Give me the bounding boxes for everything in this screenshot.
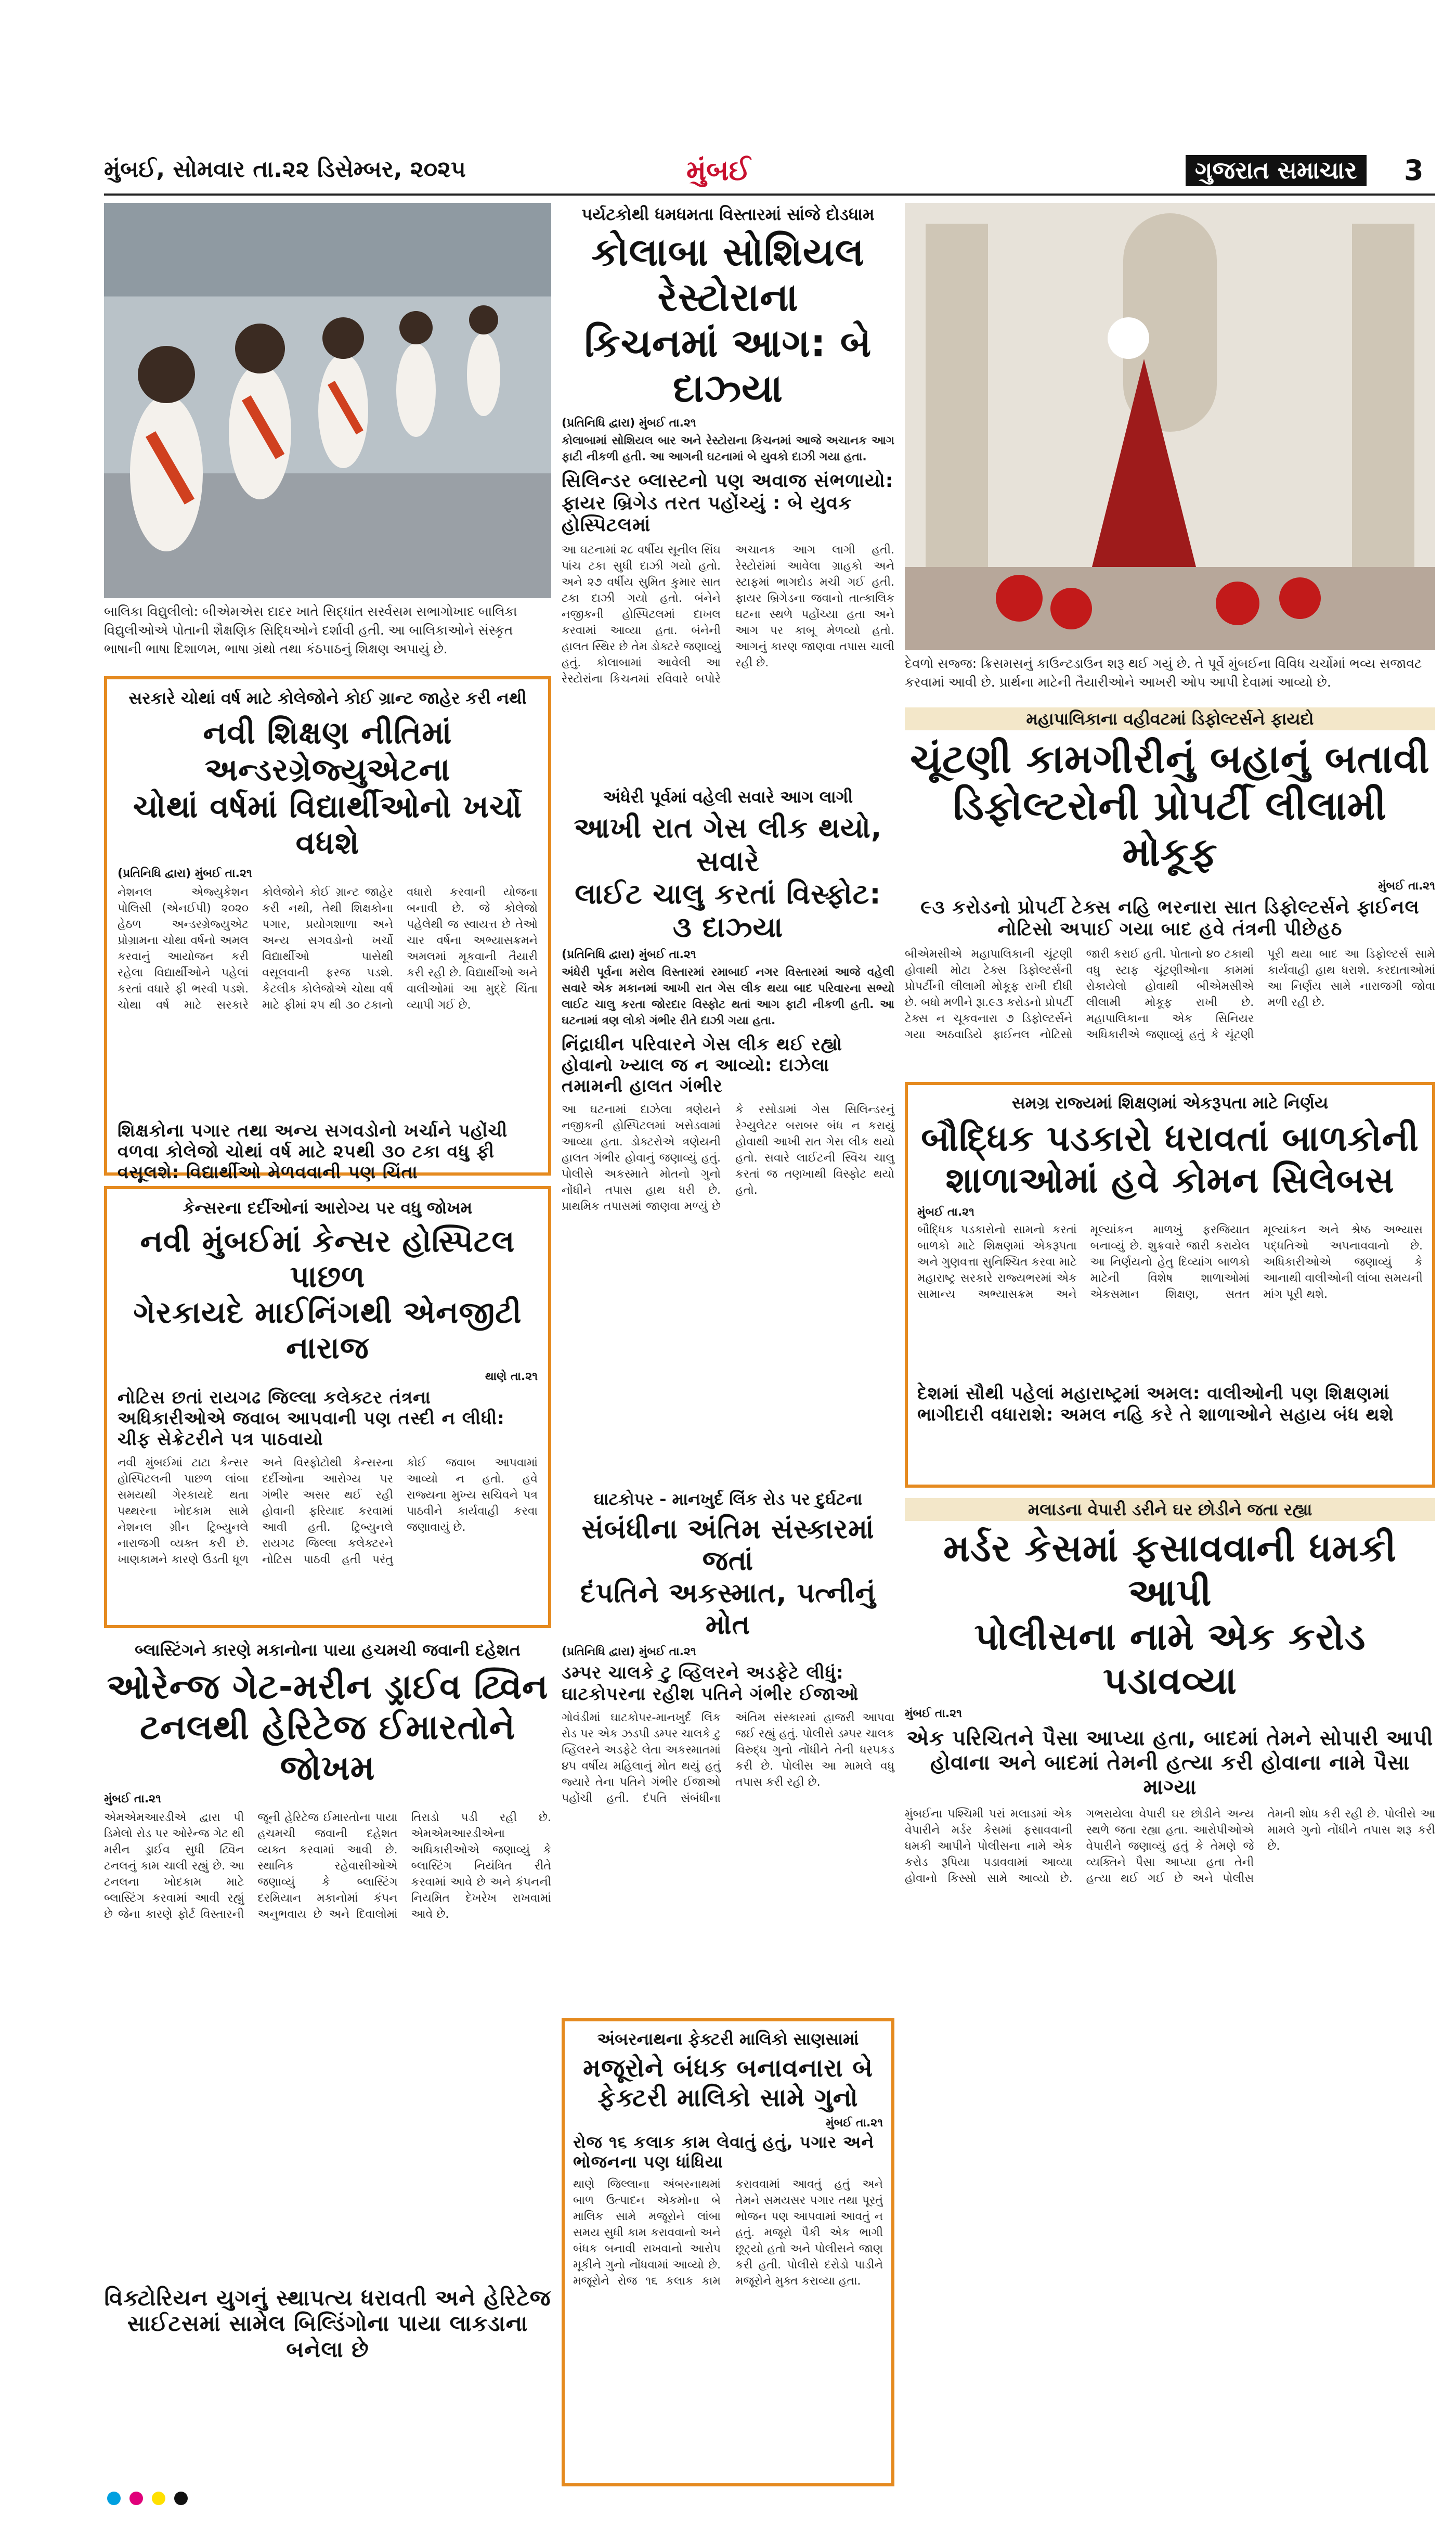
auction-subhead: ૯૩ કરોડનો પ્રોપર્ટી ટેક્સ નહિ ભરનારા સાત ડિફોલ્ટર્સને ફાઈનલ નોટિસો અપાઈ ગયા બાદ હવે તંત્રની પીછેહઠ	[920, 897, 1420, 940]
andheri-subhead: નિંદ્રાધીન પરિવારને ગેસ લીક થઈ રહ્યો હોવાનો ખ્યાલ જ ન આવ્યો: દાઝેલા તમામની હાલત ગંભીર	[562, 1034, 843, 1097]
story-ambernath	[562, 2018, 894, 2486]
andheri-kicker: અંધેરી પૂર્વમાં વહેલી સવારે આગ લાગી	[603, 787, 853, 807]
malad-headline-2: પોલીસના નામે એક કરોડ પડાવવ્યા	[974, 1614, 1366, 1702]
page-number: 3	[1404, 154, 1424, 187]
ghatkopar-headline-1: સંબંધીના અંતિમ સંસ્કારમાં જતાં	[581, 1514, 875, 1577]
andheri-lead: અંધેરી પૂર્વના મરોલ વિસ્તારમાં રમાબાઈ નગર વિસ્તારમાં આજે વહેલી સવારે એક મકાનમાં આખી રાત ગેસ લીક થયા બાદ પરિવારના સભ્યો લાઈટ ચાલુ કરતા જોરદાર વિસ્ફોટ થતાં આગ ફાટી નીકળી હતી. આ ઘટનામાં ત્રણ લોકો ગંભીર રીતે દાઝી ગયા હતા.	[562, 965, 894, 1027]
ambernath-byline: મુંબઈ તા.૨૧	[826, 2117, 883, 2130]
auction-headline-2: ડિફોલ્ટરોની પ્રોપર્ટી લીલામી મોકૂફ	[953, 782, 1387, 875]
syllabus-byline: મુંબઈ તા.૨૧	[917, 1206, 974, 1219]
photo-church-illustration	[905, 203, 1435, 650]
ambernath-headline-1: મજૂરોને બંધક બનાવનારા બે	[583, 2054, 873, 2083]
story-ghatkopar	[562, 1488, 894, 2008]
andheri-body: આ ઘટનામાં દાઝેલા ત્રણેયને નજીકની હોસ્પિટલમાં ખસેડવામાં આવ્યા હતા. ડોક્ટરોએ ત્રણેયની હાલત ગંભીર હોવાનું જણાવ્યું હતું. પોલીસે અકસ્માતે મોતનો ગુનો નોંધીને તપાસ હાથ ધરી છે. પ્રાથમિક તપાસમાં જાણવા મળ્યું છે કે રસોડામાં ગેસ સિલિન્ડરનું રેગ્યુલેટર બરાબર બંધ ન કરાયું હોવાથી આખી રાત ગેસ લીક થયો હતો. સવારે લાઈટની સ્વિચ ચાલુ કરતાં જ તણખાથી વિસ્ફોટ થયો હતો.	[562, 1103, 894, 1214]
cancer-kicker: કેન્સરના દર્દીઓનાં આરોગ્ય પર વધુ જોખમ	[183, 1198, 473, 1218]
cancer-byline: થાણે તા.૨૧	[485, 1370, 538, 1383]
story-malad	[905, 1498, 1435, 2486]
colleges-kicker: સરકારે ચોથાં વર્ષ માટે કોલેજોને કોઈ ગ્રાન્ટ જાહેર કરી નથી	[128, 688, 527, 708]
cyan-swatch-icon	[107, 2492, 121, 2505]
malad-subhead: એક પરિચિતને પૈસા આપ્યા હતા, બાદમાં તેમને સોપારી આપી હોવાના અને બાદમાં તેમની હત્યા કરી હોવાના નામે પૈસા માગ્યા	[906, 1726, 1434, 1800]
auction-body: બીએમસીએ મહાપાલિકાની ચૂંટણી હોવાથી મોટા ટેક્સ ડિફોલ્ટર્સની પ્રોપર્ટીની લીલામી મોકૂફ રાખી દીધી છે. બધો મળીને રૂા.૯૩ કરોડનો પ્રોપર્ટી ટેક્સ ન ચૂકવનારા ૭ ડિફોલ્ટર્સને ગયા અઠવાડિયે ફાઈનલ નોટિસો જારી કરાઈ હતી. પોતાનો ૪૦ ટકાથી વધુ સ્ટાફ ચૂંટણીઓના કામમાં રોકાયેલો હોવાથી બીએમસીએ લીલામી મોકૂફ રાખી છે. મહાપાલિકાના એક સિનિયર અધિકારીએ જણાવ્યું હતું કે ચૂંટણી પૂરી થયા બાદ આ ડિફોલ્ટર્સ સામે કાર્યવાહી હાથ ધરાશે. કરદાતાઓમાં આ નિર્ણય સામે નારાજગી જોવા મળી રહી છે.	[905, 947, 1435, 1041]
colleges-footer: શિક્ષકોના પગાર તથા અન્ય સગવડોનો ખર્ચાને પહોંચી વળવા કોલેજો ચોથાં વર્ષ માટે ૨૫થી ૩૦ ટકા વધુ ફી વસૂલશે: વિદ્યાર્થીઓ મેળવવાની પણ ચિંતા	[118, 1120, 508, 1183]
photo-girls-caption: બાલિકા વિદ્યુલીલો: બીએમએસ દાદર ખાતે સિદ્ધાંત સર્સ્વસમ સભાગોખાદ બાલિકા વિદ્યુલીઓએ પોતાની શૈક્ષણિક સિદ્ધિઓને દર્શાવી હતી. આ બાલિકાઓને સંસ્કૃત ભાષાની ભાષા દિશાળમ, ભાષા ગ્રંથો તથા કંઠપાઠનું શિક્ષણ અપાયું છે.	[104, 604, 517, 656]
photo-church-caption: દેવળો સજ્જ: ક્રિસમસનું કાઉન્ટડાઉન શરૂ થઈ ગયું છે. તે પૂર્વે મુંબઈના વિવિધ ચર્ચોમાં ભવ્ય સજાવટ કરવામાં આવી છે. પ્રાર્થના માટેની તૈયારીઓને આખરી ઓપ આપી દેવામાં આવ્યો છે.	[905, 656, 1422, 690]
story-orange-gate	[104, 1639, 551, 2492]
ghatkopar-headline-2: દંપતિને અકસ્માત, પત્નીનું મોત	[580, 1577, 876, 1641]
ghatkopar-kicker: ઘાટકોપર - માનખુર્દ લિંક રોડ પર દુર્ઘટના	[593, 1489, 863, 1509]
orange-gate-byline: મુંબઈ તા.૨૧	[104, 1792, 161, 1805]
auction-byline: મુંબઈ તા.૨૧	[1378, 880, 1435, 893]
story-syllabus	[905, 1082, 1435, 1488]
malad-kicker: મલાડના વેપારી ડરીને ઘર છોડીને જતા રહ્યા	[905, 1498, 1435, 1521]
kolaba-byline: (પ્રતિનિધિ દ્વારા) મુંબઈ તા.૨૧	[562, 417, 696, 430]
orange-gate-headline-1: ઓરેન્જ ગેટ-મરીન ડ્રાઈવ ટ્વિન	[107, 1667, 549, 1707]
masthead-rule	[104, 194, 1435, 196]
date-line: મુંબઈ, સોમવાર તા.૨૨ ડિસેમ્બર, ૨૦૨૫	[104, 156, 466, 183]
photo-girls-illustration	[104, 203, 551, 598]
masthead	[0, 0, 1456, 198]
cancer-subhead: નોટિસ છતાં રાયગઢ જિલ્લા કલેક્ટર તંત્રના અધિકારીઓએ જવાબ આપવાની પણ તસ્દી ન લીધી: ચીફ સેક્રેટરીને પત્ર પાઠવાયો	[118, 1387, 505, 1450]
kolaba-subhead: સિલિન્ડર બ્લાસ્ટનો પણ અવાજ સંભળાયો: ફાયર બ્રિગેડ તરત પહોંચ્યું : બે યુવક હોસ્પિટલમાં	[562, 470, 894, 536]
malad-byline: મુંબઈ તા.૨૧	[905, 1707, 962, 1720]
malad-body: મુંબઈના પશ્ચિમી પરાં મલાડમાં એક વેપારીને મર્ડર કેસમાં ફસાવવાની ધમકી આપીને પોલીસના નામે એક કરોડ રૂપિયા પડાવવામાં આવ્યા હોવાનો કિસ્સો સામે આવ્યો છે. ગભરાયેલા વેપારી ઘર છોડીને અન્ય સ્થળે જતા રહ્યા હતા. આરોપીઓએ વેપારીને જણાવ્યું હતું કે તેમણે જે વ્યક્તિને પૈસા આપ્યા હતા તેની હત્યા થઈ ગઈ છે અને પોલીસ તેમની શોધ કરી રહી છે. પોલીસે આ મામલે ગુનો નોંધીને તપાસ શરૂ કરી છે.	[905, 1808, 1435, 1886]
orange-gate-headline-2: ટનલથી હેરિટેજ ઈમારતોને જોખમ	[139, 1707, 515, 1788]
cancer-headline-2: ગેરકાયદે માઈનિંગથી એનજીટી નારાજ	[133, 1294, 522, 1366]
photo-church-decor	[905, 203, 1435, 650]
andheri-headline-2: લાઈટ ચાલુ કરતાં વિસ્ફોટ: ૩ દાઝ્યા	[575, 878, 881, 944]
ghatkopar-subhead: ડમ્પર ચાલકે ટુ વ્હિલરને અડફેટે લીધું: ઘાટકોપરના રહીશ પતિને ગંભીર ઈજાઓ	[562, 1662, 859, 1705]
ambernath-headline-2: ફેક્ટરી માલિકો સામે ગુનો	[597, 2083, 859, 2112]
photo-girls-ceremony	[104, 203, 551, 598]
black-swatch-icon	[174, 2492, 188, 2505]
yellow-swatch-icon	[152, 2492, 165, 2505]
malad-headline-1: મર્ડર કેસમાં ફસાવવાની ધમકી આપી	[943, 1526, 1397, 1614]
auction-kicker: મહાપાલિકાના વહીવટમાં ડિફોલ્ટર્સને ફાયદો	[905, 707, 1435, 730]
ambernath-kicker: અંબરનાથના ફેક્ટરી માલિકો સાણસામાં	[597, 2029, 859, 2049]
ambernath-body: થાણે જિલ્લાના અંબરનાથમાં બાળ ઉત્પાદન એકમોના બે માલિક સામે મજૂરોને લાંબા સમય સુધી કામ કરાવવાનો અને બંધક બનાવી રાખવાનો આરોપ મૂકીને ગુનો નોંધવામાં આવ્યો છે. મજૂરોને રોજ ૧૬ કલાક કામ કરાવવામાં આવતું હતું અને તેમને સમયસર પગાર તથા પૂરતું ભોજન પણ આપવામાં આવતું ન હતું. મજૂરો પૈકી એક ભાગી છૂટ્યો હતો અને પોલીસને જાણ કરી હતી. પોલીસે દરોડો પાડીને મજૂરોને મુક્ત કરાવ્યા હતા.	[573, 2177, 883, 2288]
section-name: મુંબઈ	[686, 154, 751, 187]
colleges-body: નેશનલ એજ્યુકેશન પોલિસી (એનઈપી) ૨૦૨૦ હેઠળ અન્ડરગ્રેજ્યુએટ પ્રોગ્રામના ચોથા વર્ષનો અમલ કરવાનું આયોજન કરી રહેલા વિદ્યાર્થીઓને પહેલાં કરતાં વધારે ફી ભરવી પડશે. ચોથા વર્ષ માટે સરકારે કોલેજોને કોઈ ગ્રાન્ટ જાહેર કરી નથી, તેથી શિક્ષકોના પગાર, પ્રયોગશાળા અને અન્ય સગવડોનો ખર્ચો વિદ્યાર્થીઓ પાસેથી વસૂલવાની ફરજ પડશે. કેટલીક કોલેજોએ ચોથા વર્ષ માટે ફીમાં ૨૫ થી ૩૦ ટકાનો વધારો કરવાની યોજના બનાવી છે. જે કોલેજો પહેલેથી જ સ્વાયત્ત છે તેઓ ચાર વર્ષના અભ્યાસક્રમને અમલમાં મૂકવાની તૈયારી કરી રહી છે. વિદ્યાર્થીઓ અને વાલીઓમાં આ મુદ્દે ચિંતા વ્યાપી ગઈ છે.	[118, 886, 538, 1012]
colleges-headline-1: નવી શિક્ષણ નીતિમાં અન્ડરગ્રેજ્યુએટના	[203, 715, 452, 788]
story-kolaba	[562, 203, 894, 775]
kolaba-headline-1: કોલાબા સોશિયલ રેસ્ટોરાના	[591, 230, 865, 320]
auction-headline-1: ચૂંટણી કામગીરીનું બહાનું બતાવી	[910, 736, 1430, 782]
print-registration-strip	[104, 2492, 1435, 2528]
story-auction	[905, 707, 1435, 1072]
ambernath-subhead: રોજ ૧૬ કલાક કામ લેવાતું હતું, પગાર અને ભોજનના પણ ધાંધિયા	[573, 2132, 875, 2172]
kolaba-headline-2: કિચનમાં આગ: બે દાઝ્યા	[584, 320, 872, 411]
cancer-headline-1: નવી મુંબઈમાં કેન્સર હોસ્પિટલ પાછળ	[140, 1223, 515, 1295]
cancer-body: નવી મુંબઈમાં ટાટા કેન્સર હોસ્પિટલની પાછળ લાંબા સમયથી ગેરકાયદે થતા પથ્થરના ખોદકામ સામે નેશનલ ગ્રીન ટ્રિબ્યુનલે નારાજગી વ્યક્ત કરી છે. ખાણકામને કારણે ઉડતી ધૂળ અને વિસ્ફોટોથી કેન્સરના દર્દીઓના આરોગ્ય પર ગંભીર અસર થઈ રહી હોવાની ફરિયાદ કરવામાં આવી હતી. ટ્રિબ્યુનલે રાયગઢ જિલ્લા કલેક્ટરને નોટિસ પાઠવી હતી પરંતુ કોઈ જવાબ આપવામાં આવ્યો ન હતો. હવે રાજ્યના મુખ્ય સચિવને પત્ર પાઠવીને કાર્યવાહી કરવા જણાવાયું છે.	[118, 1456, 538, 1567]
story-colleges	[104, 676, 551, 1183]
colleges-headline-2: ચોથાં વર્ષમાં વિદ્યાર્થીઓનો ખર્ચો વધશે	[133, 788, 523, 862]
syllabus-headline-2: શાળાઓમાં હવે કોમન સિલેબસ	[945, 1160, 1395, 1202]
syllabus-headline-1: બૌદ્ધિક પડકારો ધરાવતાં બાળકોની	[921, 1118, 1419, 1159]
orange-gate-body: એમએમઆરડીએ દ્વારા પી ડિમેલો રોડ પર ઓરેન્જ ગેટ થી મરીન ડ્રાઈવ સુધી ટ્વિન ટનલનું કામ ચાલી રહ્યું છે. આ ટનલના ખોદકામ માટે બ્લાસ્ટિંગ કરવામાં આવી રહ્યું છે જેના કારણે ફોર્ટ વિસ્તારની જૂની હેરિટેજ ઈમારતોના પાયા હચમચી જવાની દહેશત વ્યક્ત કરવામાં આવી છે. સ્થાનિક રહેવાસીઓએ જણાવ્યું કે બ્લાસ્ટિંગ દરમિયાન મકાનોમાં કંપન અનુભવાય છે અને દિવાલોમાં તિરાડો પડી રહી છે. એમએમઆરડીએના અધિકારીઓએ જણાવ્યું કે બ્લાસ્ટિંગ નિયંત્રિત રીતે કરવામાં આવે છે અને કંપનની નિયમિત દેખરેખ રાખવામાં આવે છે.	[104, 1811, 551, 1921]
orange-gate-footer: વિક્ટોરિયન યુગનું સ્થાપત્ય ધરાવતી અને હેરિટેજ સાઈટસમાં સામેલ બિલ્ડિંગોના પાયા લાકડાના બનેલા છે	[104, 2285, 551, 2362]
ghatkopar-body: ગોવંડીમાં ઘાટકોપર-માનખુર્દ લિંક રોડ પર એક ઝડપી ડમ્પર ચાલકે ટુ વ્હિલરને અડફેટે લેતા અકસ્માતમાં ૪૫ વર્ષીય મહિલાનું મોત થયું હતું જ્યારે તેના પતિને ગંભીર ઈજાઓ પહોંચી હતી. દંપતિ સંબંધીના અંતિમ સંસ્કારમાં હાજરી આપવા જઈ રહ્યું હતું. પોલીસે ડમ્પર ચાલક વિરુદ્ધ ગુનો નોંધીને તેની ધરપકડ કરી છે. પોલીસ આ મામલે વધુ તપાસ કરી રહી છે.	[562, 1711, 894, 1805]
andheri-byline: (પ્રતિનિધિ દ્વારા) મુંબઈ તા.૨૧	[562, 948, 696, 961]
syllabus-subhead: દેશમાં સૌથી પહેલાં મહારાષ્ટ્રમાં અમલ: વાલીઓની પણ શિક્ષણમાં ભાગીદારી વધારાશે: અમલ નહિ કરે તે શાળાઓને સહાય બંધ થશે	[917, 1383, 1394, 1425]
ghatkopar-byline: (પ્રતિનિધિ દ્વારા) મુંબઈ તા.૨૧	[562, 1645, 696, 1659]
magenta-swatch-icon	[129, 2492, 143, 2505]
syllabus-kicker: સમગ્ર રાજ્યમાં શિક્ષણમાં એકરૂપતા માટે નિર્ણય	[1011, 1093, 1329, 1113]
colleges-byline: (પ્રતિનિધિ દ્વારા) મુંબઈ તા.૨૧	[118, 867, 252, 881]
orange-gate-kicker: બ્લાસ્ટિંગને કારણે મકાનોના પાયા હચમચી જવાની દહેશત	[135, 1640, 521, 1660]
andheri-headline-1: આખી રાત ગેસ લીક થયો, સવારે	[574, 811, 882, 878]
kolaba-body: આ ઘટનામાં ૨૮ વર્ષીય સૂનીલ સિંઘ પાંચ ટકા સુધી દાઝી ગયો હતો. અને ૨૭ વર્ષીય સુમિત કુમાર સાત ટકા દાઝી ગયો હતો. બંનેને નજીકની હોસ્પિટલમાં દાખલ કરવામાં આવ્યા હતા. બંનેની હાલત સ્થિર છે તેમ ડોક્ટરે જણાવ્યું હતું. કોલાબામાં આવેલી આ રેસ્ટોરાંના કિચનમાં રવિવારે બપોરે અચાનક આગ લાગી હતી. રેસ્ટોરાંમાં આવેલા ગ્રાહકો અને સ્ટાફમાં ભાગદોડ મચી ગઈ હતી. ફાયર બ્રિગેડના જવાનો તાત્કાલિક ઘટના સ્થળે પહોંચ્યા હતા અને આગ પર કાબૂ મેળવ્યો હતો. આગનું કારણ જાણવા તપાસ ચાલી રહી છે.	[562, 543, 894, 686]
story-andheri	[562, 785, 894, 1477]
masthead-top-band	[0, 0, 1456, 140]
story-cancer	[104, 1186, 551, 1628]
paper-name: ગુજરાત સમાચાર	[1186, 155, 1367, 186]
kolaba-kicker: પર્યટકોથી ધમધમતા વિસ્તારમાં સાંજે દોડધામ	[581, 204, 875, 224]
kolaba-lead: કોલાબામાં સોશિયલ બાર અને રેસ્ટોરાના કિચનમાં આજે અચાનક આગ ફાટી નીકળી હતી. આ આગની ઘટનામાં બે યુવકો દાઝી ગયા હતા.	[562, 434, 894, 464]
syllabus-body: બૌદ્ધિક પડકારોનો સામનો કરતાં બાળકો માટે શિક્ષણમાં એકરૂપતા અને ગુણવત્તા સુનિશ્ચિત કરવા માટે મહારાષ્ટ્ર સરકારે રાજ્યભરમાં એક સામાન્ય અભ્યાસક્રમ અને મૂલ્યાંકન માળખું ફરજિયાત બનાવ્યું છે. શુક્રવારે જારી કરાયેલ આ નિર્ણયનો હેતુ દિવ્યાંગ બાળકો માટેની વિશેષ શાળાઓમાં એકસમાન શિક્ષણ, સતત મૂલ્યાંકન અને શ્રેષ્ઠ અભ્યાસ પદ્ધતિઓ અપનાવવાનો છે. અધિકારીઓએ જણાવ્યું કે આનાથી વાલીઓની લાંબા સમયની માંગ પૂરી થશે.	[917, 1223, 1423, 1301]
